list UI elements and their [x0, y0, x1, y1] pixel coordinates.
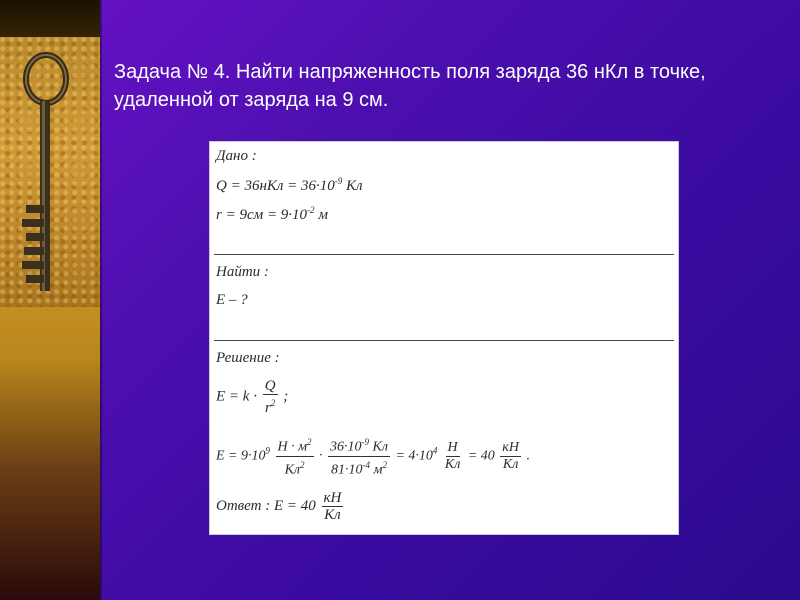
answer-line: Ответ : E = 40 $\frac{кН}{Кл}$: [216, 490, 342, 523]
given-distance: $r = 9см = 9\cdot 10^{-2}$ м: [216, 205, 328, 223]
task-title-line-2: удаленной от заряда на 9 см.: [114, 89, 389, 111]
formula-line: E = k · $\frac{Q}{r^2}$ ;: [216, 378, 289, 416]
answer-fraction: $\frac{кН}{Кл}$: [323, 490, 342, 523]
find-label: Найти :: [216, 264, 269, 280]
calc-fraction-values: $\frac{36\cdot 10^{-9} Кл}{81\cdot 10^{-4} м^2}$: [328, 434, 390, 478]
find-quantity: E – ?: [216, 292, 248, 308]
given-charge: $Q = 36нКл = 36\cdot 10^{-9}$ Кл: [216, 176, 363, 194]
divider-2: [214, 340, 674, 341]
task-title: [114, 58, 764, 114]
calc-fraction-result-units: $\frac{Н}{Кл}$: [444, 439, 461, 472]
calc-fraction-final-units: $\frac{кН}{Кл}$: [502, 439, 519, 472]
solution-label: Решение :: [216, 350, 280, 366]
left-divider: [100, 0, 102, 600]
calc-fraction-units: $\frac{Н \cdot м^2}{Кл^2}$: [276, 434, 314, 478]
key-icon: [0, 37, 100, 307]
key-photo: [0, 37, 100, 307]
solution-card: [209, 141, 679, 535]
task-title-line-1: Задача № 4. Найти напряженность поля заряда 36 нКл в точке,: [114, 61, 706, 83]
formula-fraction: $\frac{Q}{r^2}$: [264, 378, 276, 416]
divider-1: [214, 254, 674, 255]
given-label: Дано :: [216, 148, 257, 164]
calculation-line: $E = 9\cdot 10^9$ $\frac{Н \cdot м^2}{Кл^2}$ · $\frac{36\cdot 10^{-9} Кл}{81\cdot 10^{-4} м^2}$ = $4\cdot 10^4$ $\frac{Н}{Кл}$ = 40 $\frac{кН}{Кл}$ .: [216, 434, 530, 478]
